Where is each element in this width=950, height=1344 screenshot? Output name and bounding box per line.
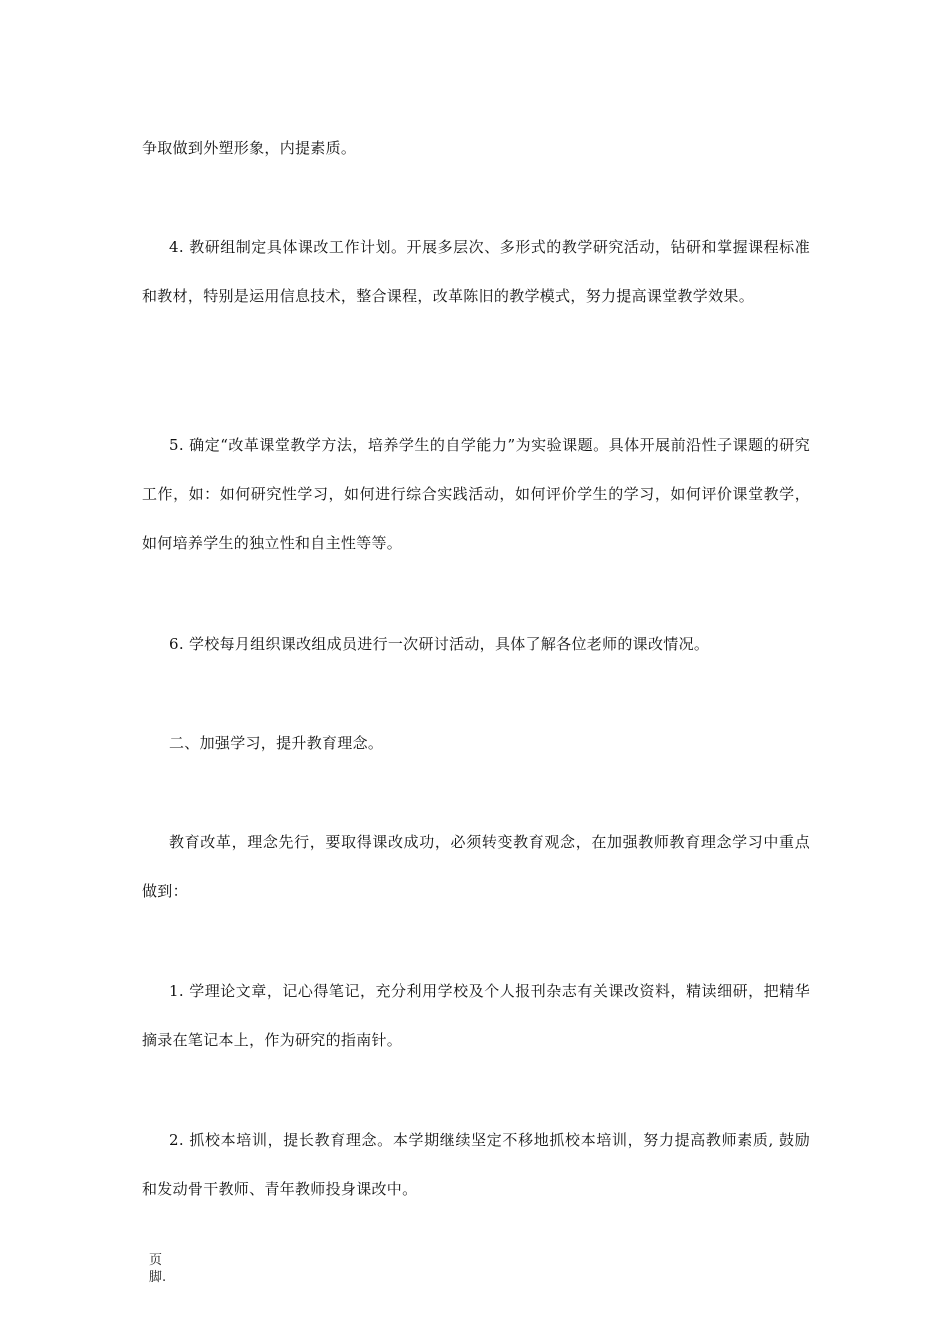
paragraph-item-1: 1. 学理论文章，记心得笔记，充分利用学校及个人报刊杂志有关课改资料，精读细研，把精华摘录在笔记本上，作为研究的指南针。 [142,982,810,1049]
paragraph-intro: 教育改革，理念先行，要取得课改成功，必须转变教育观念，在加强教师教育理念学习中重点做到： [142,833,810,900]
paragraph-item-4: 4. 教研组制定具体课改工作计划。开展多层次、多形式的教学研究活动，钻研和掌握课程标准和教材，特别是运用信息技术，整合课程，改革陈旧的教学模式，努力提高课堂教学效果。 [142,238,810,305]
page-footer: 页脚. [149,1253,167,1285]
paragraph-item-6: 6. 学校每月组织课改组成员进行一次研讨活动，具体了解各位老师的课改情况。 [169,635,710,653]
paragraph-item-2: 2. 抓校本培训，提长教育理念。本学期继续坚定不移地抓校本培训，努力提高教师素质, 鼓励和发动骨干教师、青年教师投身课改中。 [142,1131,810,1198]
section-heading: 二、加强学习，提升教育理念。 [169,734,384,752]
paragraph-item-5: 5. 确定“改革课堂教学方法，培养学生的自学能力”为实验课题。具体开展前沿性子课题的研究工作，如：如何研究性学习，如何进行综合实践活动，如何评价学生的学习，如何评价课堂教学，如何培养学生的独立性和自主性等等。 [142,436,810,552]
paragraph-continuation: 争取做到外塑形象，内提素质。 [142,139,357,157]
